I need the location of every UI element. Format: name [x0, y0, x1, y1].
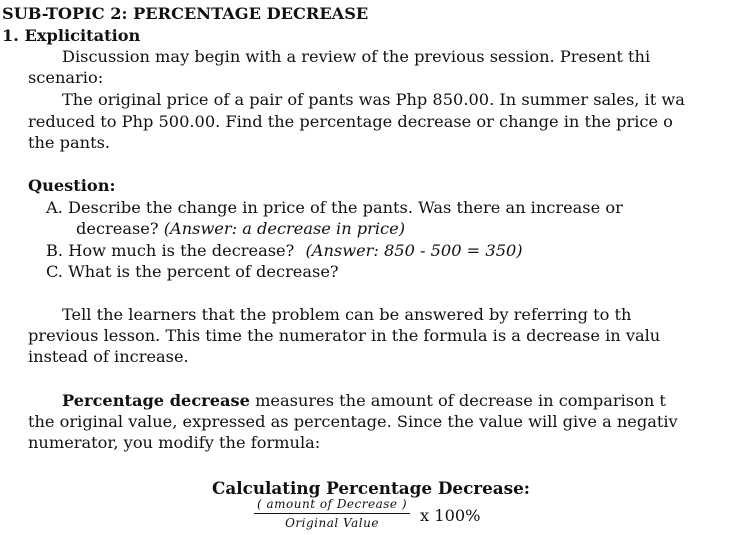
formula-multiplier: x 100% — [420, 506, 481, 525]
question-text: Describe the change in price of the pants. Was there an increase or — [68, 198, 623, 217]
definition-line: numerator, you modify the formula: — [28, 433, 321, 452]
intro-line: scenario: — [28, 68, 104, 87]
definition-text: measures the amount of decrease in comparison t — [249, 391, 666, 410]
tell-line: instead of increase. — [28, 347, 189, 366]
formula-fraction — [254, 497, 410, 530]
scenario-line: the pants. — [28, 133, 111, 152]
question-text: What is the percent of decrease? — [68, 262, 339, 281]
question-letter: C. — [46, 262, 63, 281]
question-c — [46, 262, 339, 282]
question-b — [46, 241, 523, 261]
scenario-line: reduced to Php 500.00. Find the percentage decrease or change in the price o — [28, 112, 673, 131]
question-label: Question: — [28, 176, 116, 195]
definition-term: Percentage decrease — [62, 391, 250, 410]
intro-line: Discussion may begin with a review of the previous session. Present thi — [62, 47, 651, 66]
definition-line — [62, 391, 666, 411]
question-letter: B. — [46, 241, 64, 260]
question-text: How much is the decrease? — [68, 241, 295, 260]
formula-title: Calculating Percentage Decrease: — [212, 478, 530, 498]
answer-text: (Answer: 850 - 500 = 350) — [305, 241, 523, 260]
section-heading: 1. Explicitation — [2, 26, 141, 45]
tell-line: previous lesson. This time the numerator in the formula is a decrease in valu — [28, 326, 661, 345]
question-a — [46, 198, 623, 218]
definition-line: the original value, expressed as percentage. Since the value will give a negativ — [28, 412, 678, 431]
scenario-line: The original price of a pair of pants was Php 850.00. In summer sales, it wa — [62, 90, 685, 109]
question-a-cont — [76, 219, 405, 239]
formula-denominator: Original Value — [285, 516, 379, 530]
question-letter: A. — [46, 198, 63, 217]
formula-numerator: ( amount of Decrease ) — [254, 497, 410, 514]
answer-text: (Answer: a decrease in price) — [163, 219, 406, 238]
tell-line: Tell the learners that the problem can be answered by referring to th — [62, 305, 632, 324]
subtopic-heading: SUB-TOPIC 2: PERCENTAGE DECREASE — [2, 4, 369, 23]
question-text: decrease? — [76, 219, 159, 238]
